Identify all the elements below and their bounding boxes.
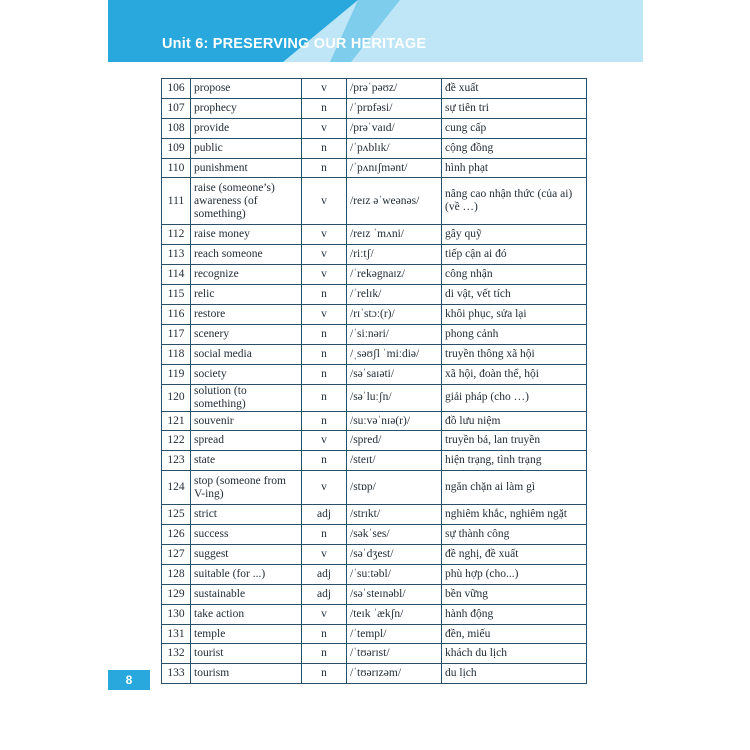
entry-pronunciation: /ˈrelɪk/ [347, 285, 442, 305]
table-row [162, 644, 587, 664]
entry-pronunciation: /ˈsuːtəbl/ [347, 564, 442, 584]
entry-word: public [191, 138, 302, 158]
page-number: 8 [125, 673, 133, 687]
entry-word: society [191, 364, 302, 384]
entry-word: relic [191, 285, 302, 305]
entry-number: 115 [162, 285, 191, 305]
entry-meaning: hình phạt [442, 158, 587, 178]
entry-word: social media [191, 344, 302, 364]
entry-number: 132 [162, 644, 191, 664]
table-row [162, 285, 587, 305]
entry-meaning: du lịch [442, 664, 587, 684]
table-row [162, 118, 587, 138]
entry-number: 126 [162, 525, 191, 545]
entry-pronunciation: /reɪz ˈmʌni/ [347, 225, 442, 245]
entry-pronunciation: /rɪˈstɔː(r)/ [347, 305, 442, 325]
entry-pronunciation: /səˈdʒest/ [347, 545, 442, 565]
entry-meaning: đề nghị, đề xuất [442, 545, 587, 565]
entry-part-of-speech: n [302, 525, 347, 545]
entry-pronunciation: /ˈtʊərɪst/ [347, 644, 442, 664]
entry-part-of-speech: v [302, 245, 347, 265]
entry-pronunciation: /ˈtempl/ [347, 624, 442, 644]
table-row [162, 305, 587, 325]
entry-number: 122 [162, 431, 191, 451]
table-row [162, 178, 587, 225]
table-row [162, 138, 587, 158]
entry-meaning: di vật, vết tích [442, 285, 587, 305]
entry-part-of-speech: v [302, 604, 347, 624]
entry-word: suggest [191, 545, 302, 565]
entry-part-of-speech: adj [302, 564, 347, 584]
entry-pronunciation: /steɪt/ [347, 451, 442, 471]
entry-number: 109 [162, 138, 191, 158]
table-row [162, 265, 587, 285]
entry-meaning: hành động [442, 604, 587, 624]
entry-number: 107 [162, 98, 191, 118]
entry-part-of-speech: adj [302, 584, 347, 604]
entry-number: 119 [162, 364, 191, 384]
entry-number: 133 [162, 664, 191, 684]
entry-part-of-speech: n [302, 344, 347, 364]
entry-part-of-speech: v [302, 79, 347, 99]
entry-pronunciation: /ˈpʌnɪʃmənt/ [347, 158, 442, 178]
vocabulary-table-body [162, 79, 587, 684]
entry-pronunciation: /suːvəˈnɪə(r)/ [347, 411, 442, 431]
entry-part-of-speech: n [302, 411, 347, 431]
entry-meaning: khách du lịch [442, 644, 587, 664]
table-row [162, 384, 587, 411]
entry-part-of-speech: v [302, 225, 347, 245]
entry-number: 120 [162, 384, 191, 411]
table-row [162, 431, 587, 451]
entry-word: propose [191, 79, 302, 99]
entry-number: 111 [162, 178, 191, 225]
entry-meaning: cung cấp [442, 118, 587, 138]
entry-number: 127 [162, 545, 191, 565]
unit-title: Unit 6: PRESERVING OUR HERITAGE [162, 36, 427, 52]
entry-number: 123 [162, 451, 191, 471]
entry-pronunciation: /ˈpʌblɪk/ [347, 138, 442, 158]
entry-meaning: xã hội, đoàn thể, hội [442, 364, 587, 384]
table-row [162, 664, 587, 684]
entry-word: souvenir [191, 411, 302, 431]
table-row [162, 624, 587, 644]
entry-number: 108 [162, 118, 191, 138]
entry-word: suitable (for ...) [191, 564, 302, 584]
entry-word: spread [191, 431, 302, 451]
entry-part-of-speech: v [302, 118, 347, 138]
table-row [162, 505, 587, 525]
entry-part-of-speech: n [302, 364, 347, 384]
entry-number: 118 [162, 344, 191, 364]
table-row [162, 525, 587, 545]
entry-part-of-speech: v [302, 265, 347, 285]
entry-meaning: đền, miếu [442, 624, 587, 644]
entry-meaning: phù hợp (cho...) [442, 564, 587, 584]
entry-word: temple [191, 624, 302, 644]
entry-part-of-speech: adj [302, 505, 347, 525]
entry-number: 110 [162, 158, 191, 178]
table-row [162, 604, 587, 624]
entry-word: success [191, 525, 302, 545]
entry-part-of-speech: n [302, 324, 347, 344]
table-row [162, 411, 587, 431]
entry-word: stop (someone from V-ing) [191, 471, 302, 505]
entry-pronunciation: /stɒp/ [347, 471, 442, 505]
entry-word: scenery [191, 324, 302, 344]
entry-meaning: nghiêm khắc, nghiêm ngặt [442, 505, 587, 525]
entry-meaning: sự thành công [442, 525, 587, 545]
entry-word: state [191, 451, 302, 471]
entry-part-of-speech: n [302, 98, 347, 118]
entry-meaning: giải pháp (cho …) [442, 384, 587, 411]
entry-word: restore [191, 305, 302, 325]
entry-number: 114 [162, 265, 191, 285]
entry-meaning: khôi phục, sửa lại [442, 305, 587, 325]
table-row [162, 158, 587, 178]
entry-pronunciation: /riːtʃ/ [347, 245, 442, 265]
entry-pronunciation: /ˈrekəgnaɪz/ [347, 265, 442, 285]
entry-pronunciation: /ˈtʊərɪzəm/ [347, 664, 442, 684]
entry-word: take action [191, 604, 302, 624]
entry-part-of-speech: n [302, 644, 347, 664]
table-row [162, 471, 587, 505]
entry-pronunciation: /spred/ [347, 431, 442, 451]
entry-pronunciation: /prəˈpəʊz/ [347, 79, 442, 99]
entry-number: 131 [162, 624, 191, 644]
entry-number: 124 [162, 471, 191, 505]
table-row [162, 324, 587, 344]
entry-word: provide [191, 118, 302, 138]
entry-number: 112 [162, 225, 191, 245]
entry-meaning: bền vững [442, 584, 587, 604]
entry-pronunciation: /ˈsiːnəri/ [347, 324, 442, 344]
entry-number: 116 [162, 305, 191, 325]
entry-part-of-speech: v [302, 178, 347, 225]
entry-pronunciation: /prəˈvaɪd/ [347, 118, 442, 138]
entry-part-of-speech: n [302, 624, 347, 644]
entry-pronunciation: /səˈsteɪnəbl/ [347, 584, 442, 604]
entry-word: prophecy [191, 98, 302, 118]
entry-word: strict [191, 505, 302, 525]
entry-meaning: sự tiên tri [442, 98, 587, 118]
entry-pronunciation: /səˈsaɪəti/ [347, 364, 442, 384]
entry-meaning: tiếp cận ai đó [442, 245, 587, 265]
entry-number: 128 [162, 564, 191, 584]
entry-word: tourist [191, 644, 302, 664]
entry-pronunciation: /ˈprɒfəsi/ [347, 98, 442, 118]
entry-word: raise (someone’s) awareness (of something) [191, 178, 302, 225]
entry-part-of-speech: v [302, 431, 347, 451]
entry-word: tourism [191, 664, 302, 684]
entry-meaning: cộng đồng [442, 138, 587, 158]
entry-number: 106 [162, 79, 191, 99]
entry-meaning: đồ lưu niệm [442, 411, 587, 431]
entry-part-of-speech: n [302, 138, 347, 158]
entry-number: 113 [162, 245, 191, 265]
entry-meaning: gây quỹ [442, 225, 587, 245]
table-row [162, 98, 587, 118]
entry-pronunciation: /reɪz əˈweənəs/ [347, 178, 442, 225]
entry-pronunciation: /ˌsəʊʃl ˈmiːdiə/ [347, 344, 442, 364]
entry-number: 130 [162, 604, 191, 624]
table-row [162, 584, 587, 604]
entry-word: solution (to something) [191, 384, 302, 411]
entry-pronunciation: /səkˈses/ [347, 525, 442, 545]
entry-number: 121 [162, 411, 191, 431]
table-row [162, 245, 587, 265]
entry-meaning: hiện trạng, tình trạng [442, 451, 587, 471]
entry-meaning: công nhận [442, 265, 587, 285]
entry-part-of-speech: v [302, 305, 347, 325]
entry-word: reach someone [191, 245, 302, 265]
entry-word: recognize [191, 265, 302, 285]
entry-part-of-speech: n [302, 451, 347, 471]
table-row [162, 564, 587, 584]
entry-number: 125 [162, 505, 191, 525]
entry-word: sustainable [191, 584, 302, 604]
table-row [162, 364, 587, 384]
table-row [162, 545, 587, 565]
entry-part-of-speech: n [302, 384, 347, 411]
vocabulary-table [161, 78, 587, 684]
entry-pronunciation: /səˈluːʃn/ [347, 384, 442, 411]
entry-meaning: đề xuất [442, 79, 587, 99]
entry-number: 117 [162, 324, 191, 344]
entry-meaning: truyền thông xã hội [442, 344, 587, 364]
entry-meaning: phong cảnh [442, 324, 587, 344]
page-number-box [108, 670, 150, 690]
table-row [162, 451, 587, 471]
entry-pronunciation: /teɪk ˈækʃn/ [347, 604, 442, 624]
entry-meaning: truyền bá, lan truyền [442, 431, 587, 451]
table-row [162, 79, 587, 99]
entry-meaning: nâng cao nhận thức (của ai) (về …) [442, 178, 587, 225]
table-row [162, 225, 587, 245]
entry-word: raise money [191, 225, 302, 245]
entry-meaning: ngăn chặn ai làm gì [442, 471, 587, 505]
entry-part-of-speech: n [302, 664, 347, 684]
entry-part-of-speech: n [302, 158, 347, 178]
entry-part-of-speech: v [302, 471, 347, 505]
entry-number: 129 [162, 584, 191, 604]
table-row [162, 344, 587, 364]
entry-part-of-speech: n [302, 285, 347, 305]
entry-part-of-speech: v [302, 545, 347, 565]
entry-pronunciation: /strɪkt/ [347, 505, 442, 525]
entry-word: punishment [191, 158, 302, 178]
